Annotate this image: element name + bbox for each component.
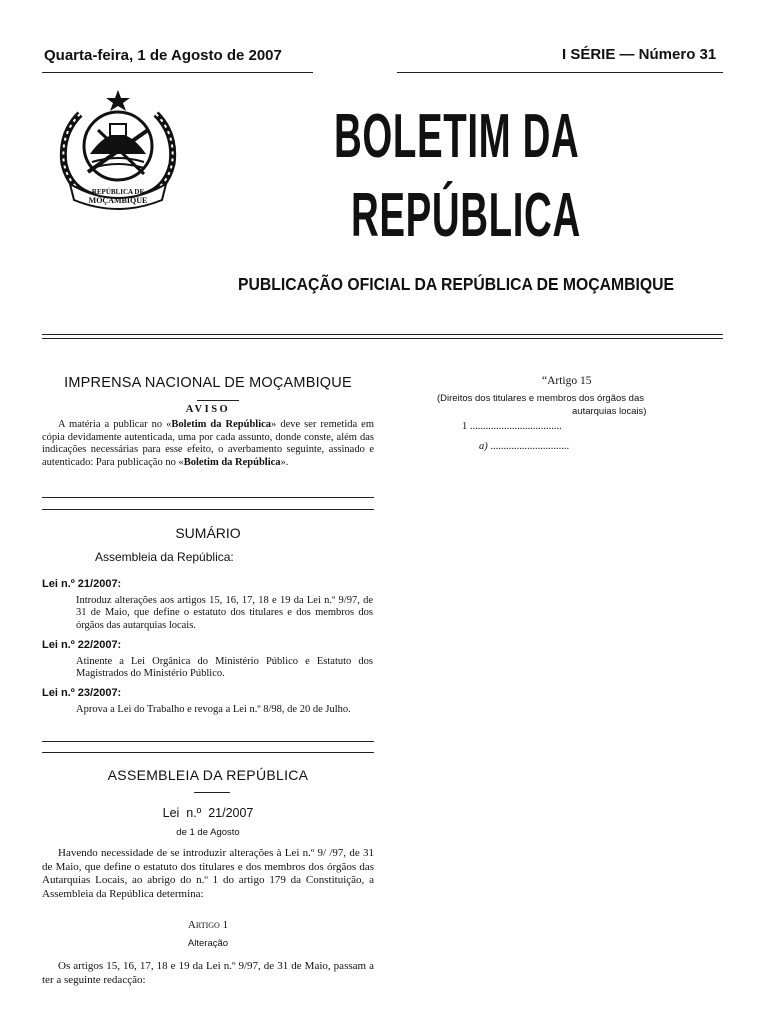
lei-22-label: Lei n.º 22/2007: — [42, 639, 122, 651]
masthead-line-1: BOLETIM DA — [334, 102, 580, 171]
lei-23-summary: Aprova a Lei do Trabalho e revoga a Lei n.º 8/98, de 20 de Julho. — [76, 704, 351, 715]
lei-21-summary: Introduz alterações aos artigos 15, 16, 17, 18 e 19 da Lei n.º 9/97, de 31 de Maio, que define o estatuto dos titulares e dos membros dos órgãos das autarquias locais. — [76, 595, 373, 631]
lei-22-summary: Atinente a Lei Orgânica do Ministério Público e Estatuto dos Magistrados do Ministério Público. — [76, 656, 373, 680]
aviso-bold-2: Boletim da República — [183, 456, 281, 468]
artigo-15-subheading-1: (Direitos dos titulares e membros dos órgãos das — [437, 393, 644, 404]
artigo-1-heading: Artigo 1 — [187, 919, 229, 931]
svg-text:REPÚBLICA DE: REPÚBLICA DE — [91, 188, 145, 196]
artigo-1-text: Os artigos 15, 16, 17, 18 e 19 da Lei n.º 9/97, de 31 de Maio, passam a ter a seguinte redacção: — [42, 960, 374, 986]
masthead-rule-bottom — [42, 338, 723, 339]
aviso-text-1: A matéria a publicar no « — [58, 419, 172, 430]
assembleia-divider — [194, 792, 230, 793]
sumario-subheading: Assembleia da República: — [95, 550, 234, 564]
aviso-rule-2 — [42, 509, 374, 510]
svg-text:MOÇAMBIQUE: MOÇAMBIQUE — [88, 196, 148, 205]
artigo-15-heading: “Artigo 15 — [542, 375, 592, 387]
artigo-1-subheading: Alteração — [187, 938, 229, 949]
date-underline — [42, 72, 313, 73]
sumario-rule-2 — [42, 752, 374, 753]
aviso-rule-1 — [42, 497, 374, 498]
masthead-line-2: REPÚBLICA — [351, 181, 581, 250]
masthead-subtitle: PUBLICAÇÃO OFICIAL DA REPÚBLICA DE MOÇAMBIQUE — [238, 274, 675, 294]
aviso-heading: AVISO — [185, 404, 231, 415]
masthead-rule-top — [42, 334, 723, 335]
aviso-text-3: ». — [280, 456, 289, 468]
imprensa-divider — [197, 400, 239, 401]
sumario-rule-1 — [42, 741, 374, 742]
aviso-text-2: » deve ser remetida em cópia devidamente autenticada, uma por cada assunto, donde conste, além das indicações necessárias para esse efeito, o averbamento seguinte, assinado e autenticado: Para publicação no « — [42, 419, 375, 468]
lei-21-label: Lei n.º 21/2007: — [42, 578, 122, 590]
coat-of-arms-emblem — [40, 84, 192, 216]
lei-23-label: Lei n.º 23/2007: — [42, 687, 122, 699]
issue-series: I SÉRIE — Número 31 — [562, 46, 717, 63]
issue-date: Quarta-feira, 1 de Agosto de 2007 — [44, 47, 282, 64]
assembleia-heading: ASSEMBLEIA DA REPÚBLICA — [107, 767, 309, 783]
artigo-15-item-a — [479, 441, 569, 452]
aviso-bold-1: Boletim da República — [171, 419, 272, 430]
sumario-heading: SUMÁRIO — [175, 525, 241, 541]
item-a-dots: .............................. — [487, 441, 570, 452]
imprensa-heading: IMPRENSA NACIONAL DE MOÇAMBIQUE — [64, 375, 352, 391]
lei-date: de 1 de Agosto — [176, 827, 240, 838]
aviso-text — [42, 419, 374, 469]
artigo-15-subheading-2: autarquias locais) — [572, 406, 647, 417]
series-underline — [397, 72, 723, 73]
lei-preamble: Havendo necessidade de se introduzir alterações à Lei n.º 9/ /97, de 31 de Maio, que define o estatuto dos titulares e dos membros dos órgãos das Autarquias Locais, ao abrigo do n.º 1 do artigo 179 da Constituição, a Assembleia da República determina: — [42, 847, 374, 900]
item-a-letter: a) — [479, 441, 488, 452]
artigo-15-item-1: 1 ................................... — [462, 421, 562, 432]
lei-heading: Lei n.º 21/2007 — [162, 806, 254, 820]
